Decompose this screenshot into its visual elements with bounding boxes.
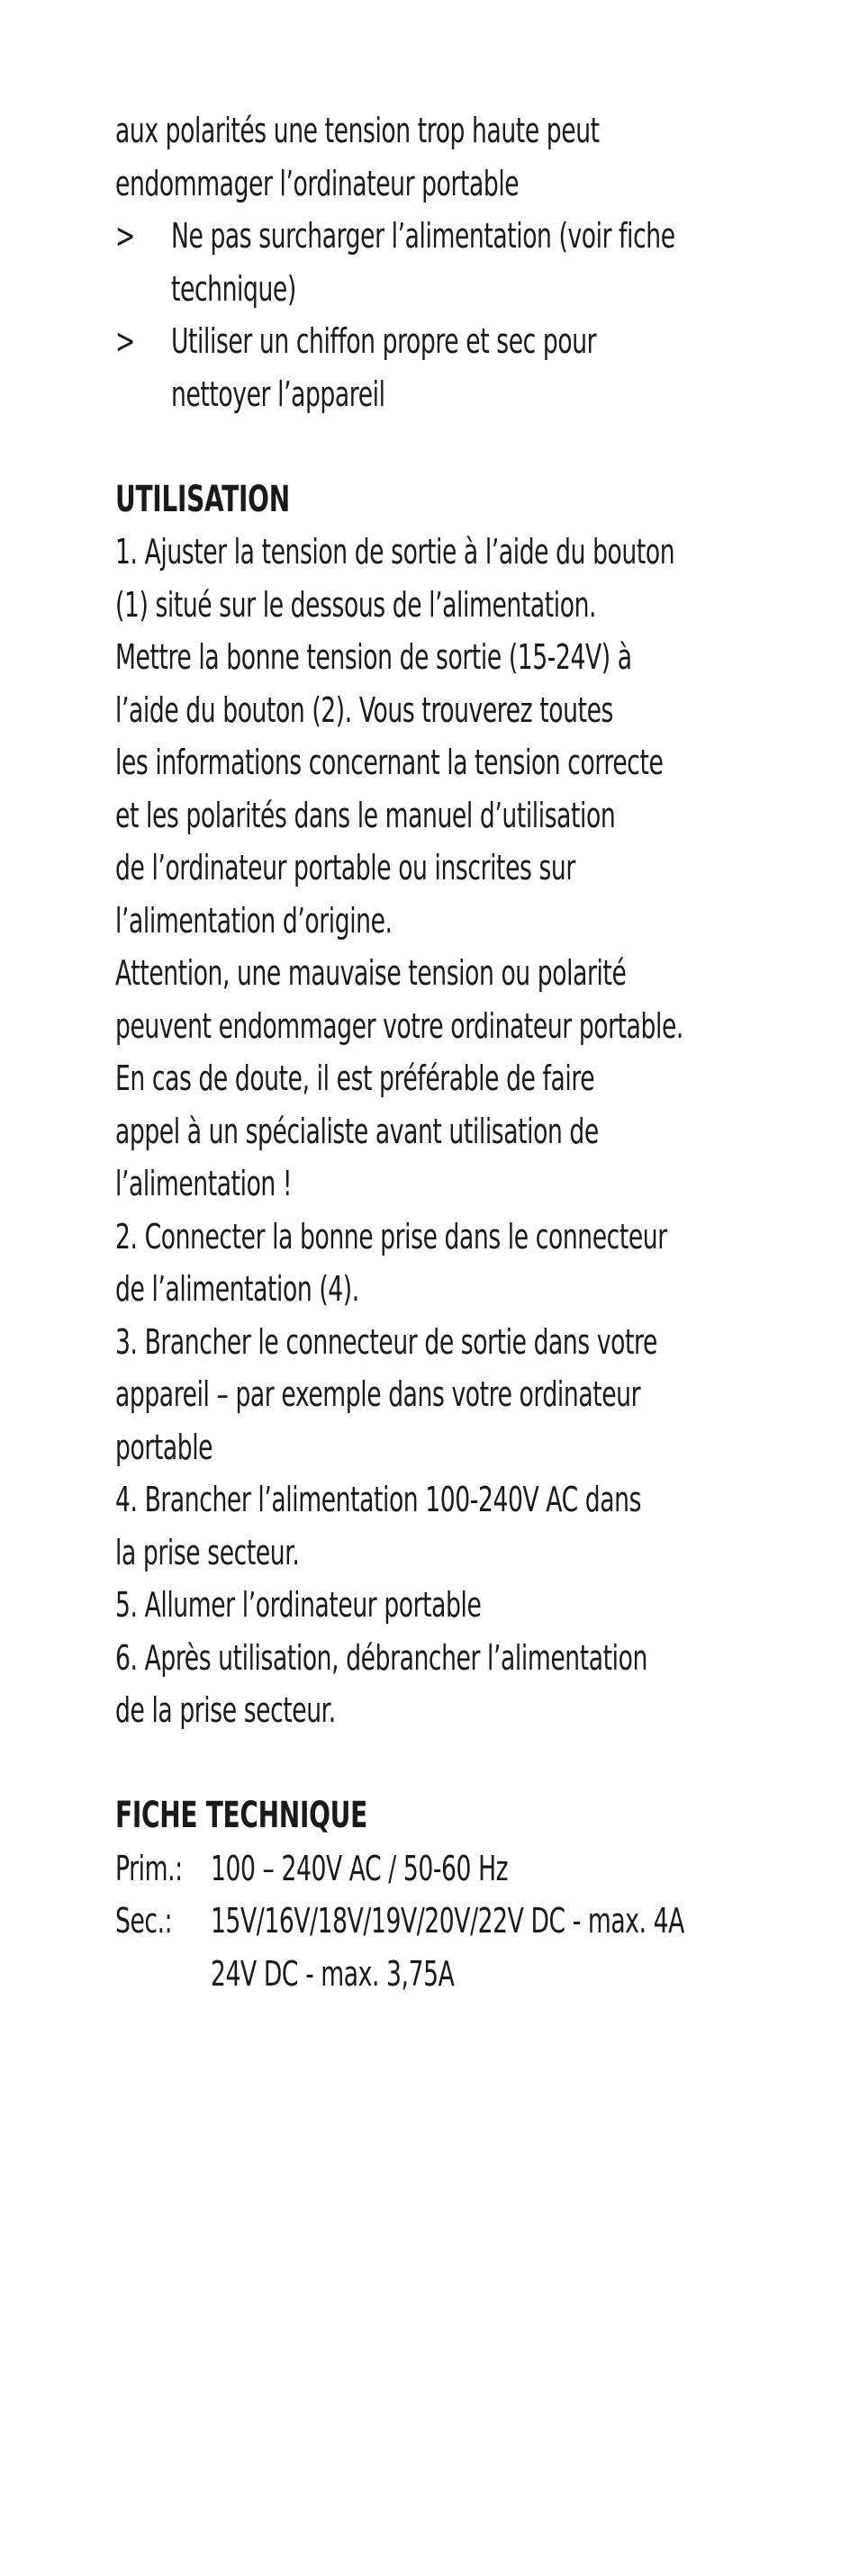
intro-paragraph bbox=[115, 104, 764, 210]
bullet-item bbox=[115, 315, 764, 420]
text-line: Utiliser un chiffon propre et sec pour bbox=[171, 321, 597, 361]
text-line: les informations concernant la tension correcte bbox=[115, 743, 664, 782]
spec-value: 15V/16V/18V/19V/20V/22V DC - max. 4A bbox=[211, 1901, 684, 1941]
text-line: 1. Ajuster la tension de sortie à l’aide du bouton bbox=[115, 532, 675, 572]
text-line: technique) bbox=[171, 268, 296, 309]
text-line: appel à un spécialiste avant utilisation de bbox=[115, 1111, 599, 1151]
bullet-marker: > bbox=[115, 321, 136, 361]
fiche-technique-heading: FICHE TECHNIQUE bbox=[115, 1795, 367, 1836]
text-line: l’alimentation d’origine. bbox=[115, 900, 393, 941]
text-line: 3. Brancher le connecteur de sortie dans votre bbox=[115, 1321, 657, 1362]
text-line: peuvent endommager votre ordinateur portable. bbox=[115, 1005, 683, 1046]
spec-value: 24V DC - max. 3,75A bbox=[211, 1953, 455, 1994]
text-line: et les polarités dans le manuel d’utilisation bbox=[115, 795, 616, 835]
text-line: nettoyer l’appareil bbox=[171, 374, 385, 414]
text-line: l’alimentation ! bbox=[115, 1164, 293, 1203]
text-line: Ne pas surcharger l’alimentation (voir fiche bbox=[171, 216, 675, 256]
text-line: la prise secteur. bbox=[115, 1532, 300, 1572]
text-line: En cas de doute, il est préférable de faire bbox=[115, 1058, 595, 1098]
text-line: (1) situé sur le dessous de l’alimentation. bbox=[115, 584, 597, 625]
spec-label: Prim.: bbox=[115, 1848, 183, 1888]
text-line: de la prise secteur. bbox=[115, 1690, 336, 1730]
spec-label: Sec.: bbox=[115, 1901, 173, 1941]
document-page bbox=[115, 104, 764, 2000]
text-line: portable bbox=[115, 1427, 213, 1467]
text-line: 5. Allumer l’ordinateur portable bbox=[115, 1585, 482, 1625]
bullet-item bbox=[115, 210, 764, 315]
text-line: l’aide du bouton (2). Vous trouverez toutes bbox=[115, 689, 613, 730]
text-line: endommager l’ordinateur portable bbox=[115, 163, 520, 203]
text-line: de l’ordinateur portable ou inscrites sur bbox=[115, 848, 575, 887]
utilisation-heading: UTILISATION bbox=[115, 478, 290, 520]
text-line: 4. Brancher l’alimentation 100-240V AC dans bbox=[115, 1480, 642, 1519]
text-line: Attention, une mauvaise tension ou polarité bbox=[115, 953, 627, 993]
spec-row-primary bbox=[115, 1842, 764, 1896]
text-line: 6. Après utilisation, débrancher l’alimentation bbox=[115, 1637, 647, 1678]
text-line: 2. Connecter la bonne prise dans le connecteur bbox=[115, 1216, 667, 1256]
spec-row-secondary bbox=[115, 1895, 764, 2000]
text-line: appareil – par exemple dans votre ordinateur bbox=[115, 1374, 641, 1414]
text-line: aux polarités une tension trop haute peut bbox=[115, 111, 600, 150]
spec-value: 100 – 240V AC / 50-60 Hz bbox=[211, 1848, 509, 1888]
utilisation-body bbox=[115, 526, 764, 1737]
text-line: Mettre la bonne tension de sortie (15-24V) à bbox=[115, 637, 632, 677]
text-line: de l’alimentation (4). bbox=[115, 1269, 359, 1309]
bullet-marker: > bbox=[115, 216, 136, 256]
